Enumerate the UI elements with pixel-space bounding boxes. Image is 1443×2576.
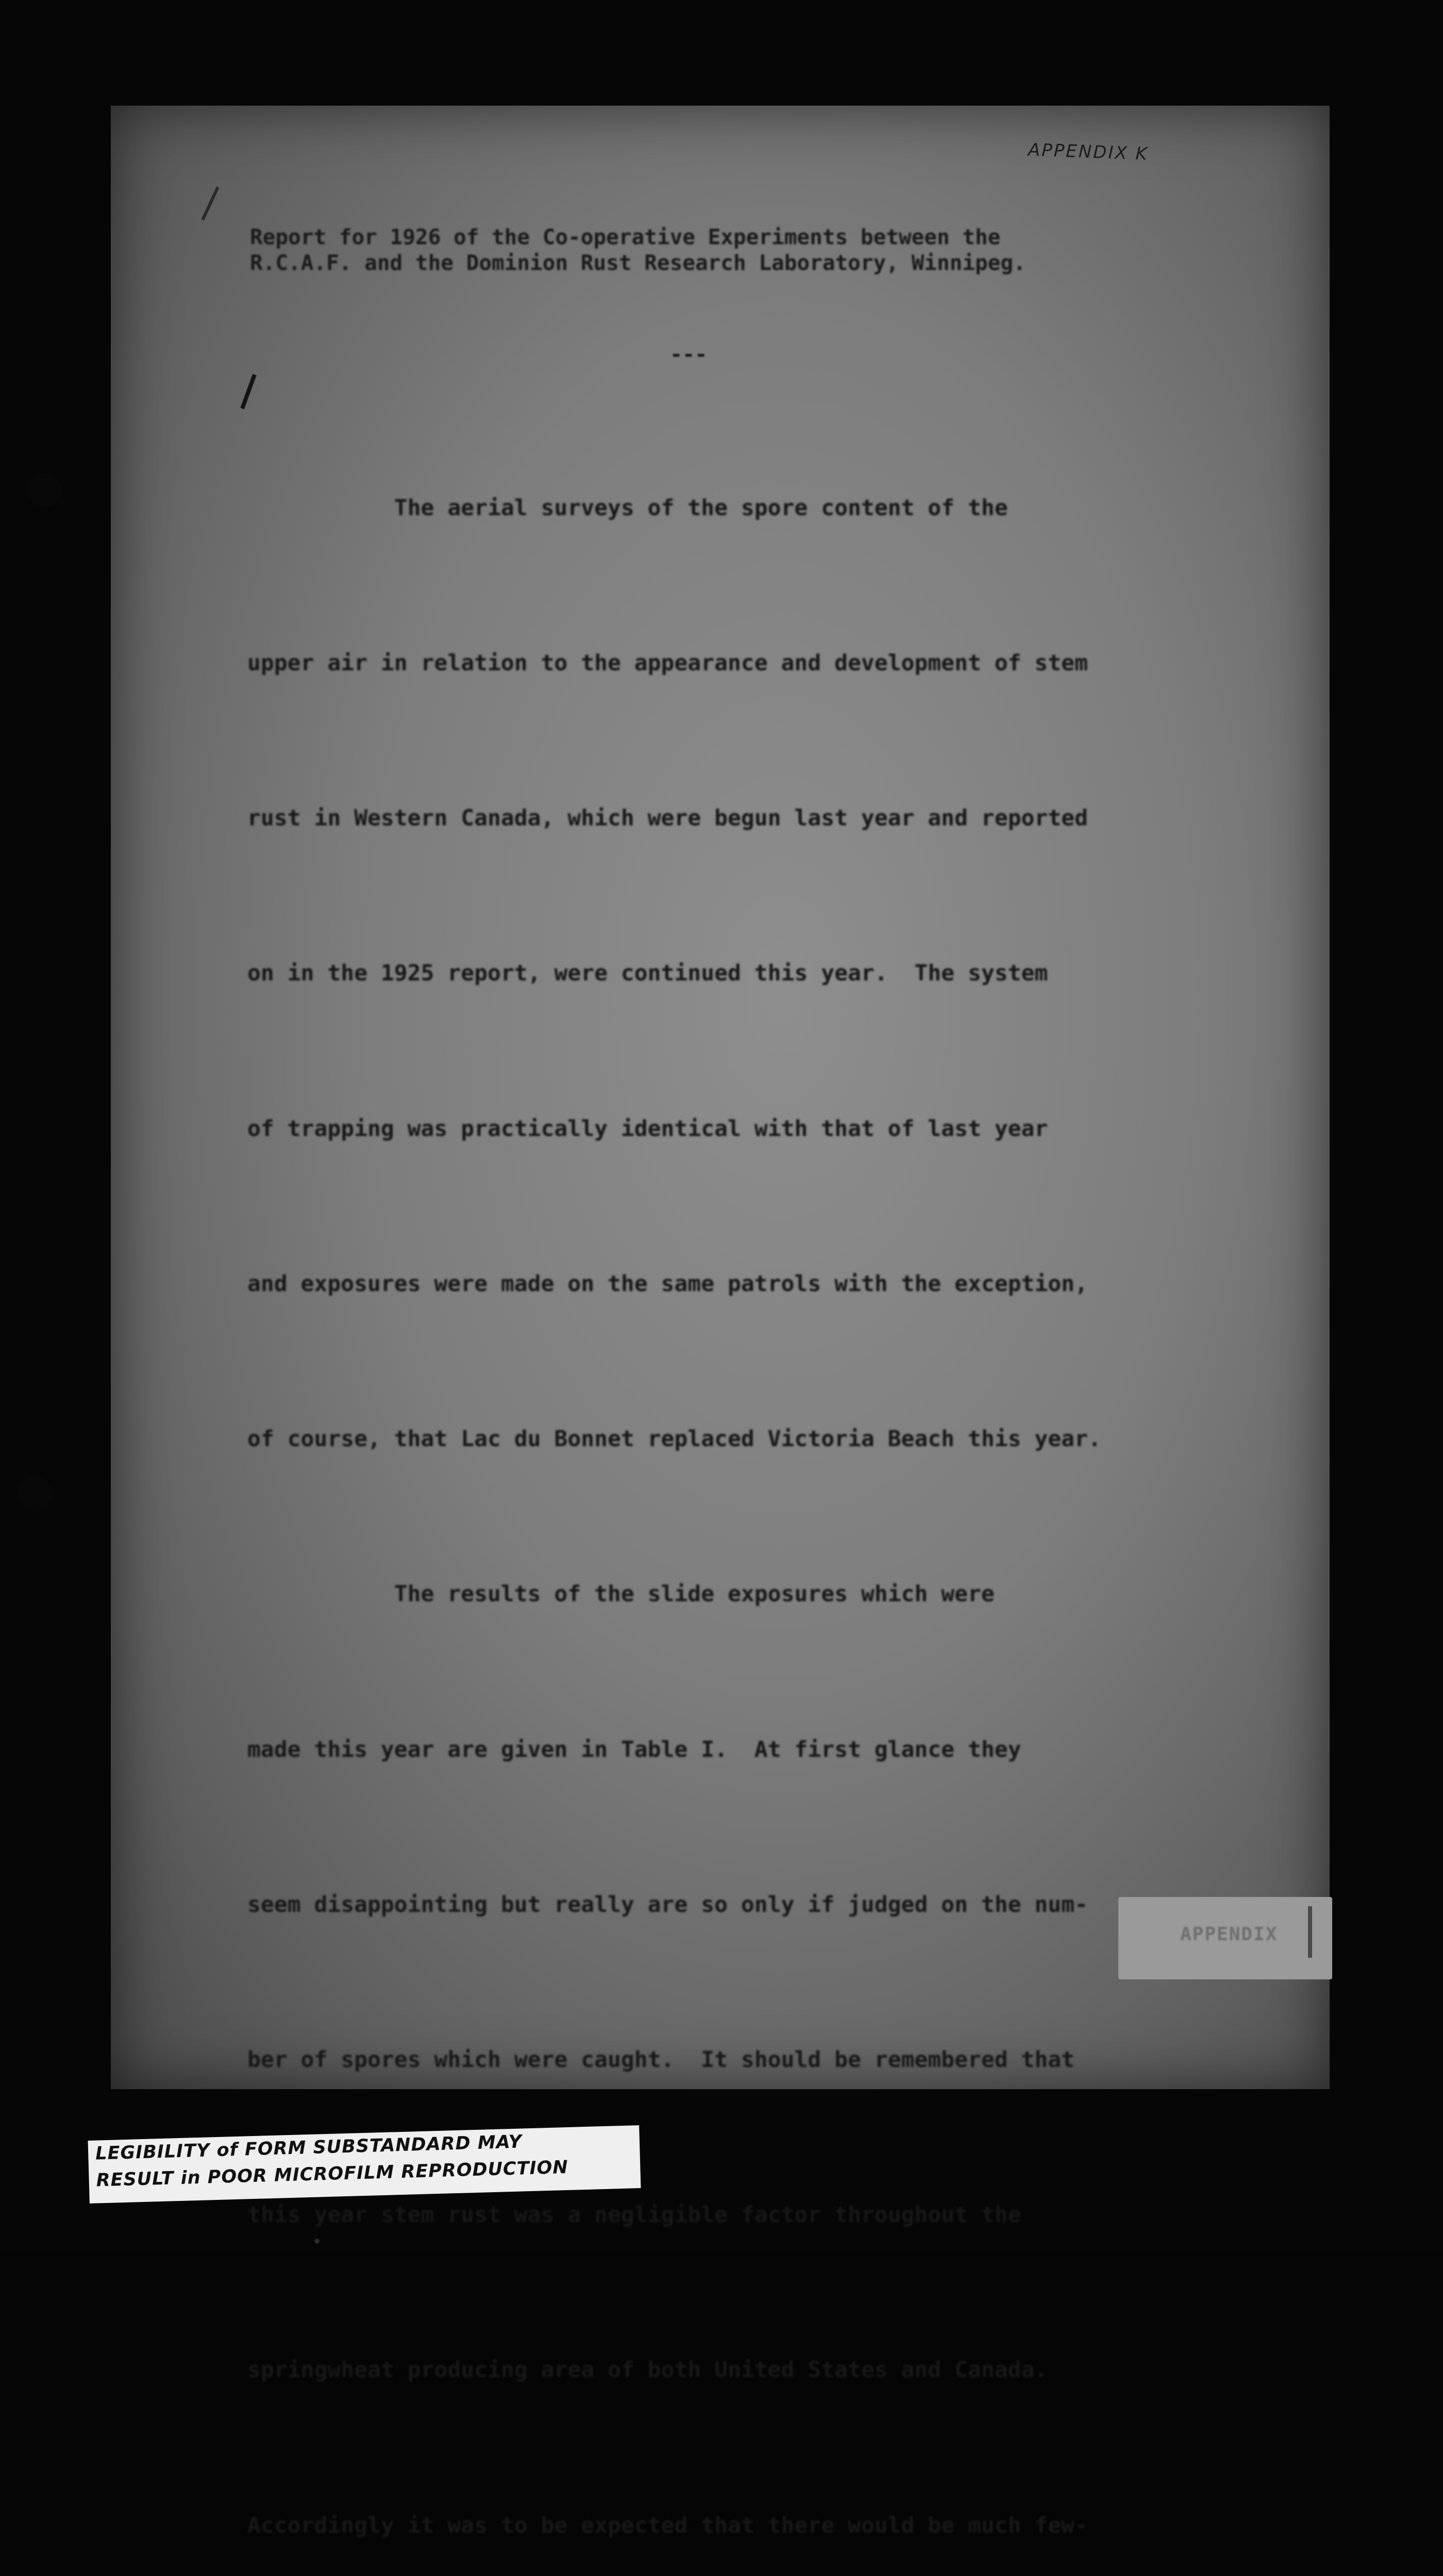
body-line: Accordingly it was to be expected that there would be much few-: [247, 2512, 1088, 2538]
body-line: The results of the slide exposures which were: [247, 1581, 995, 1607]
body-line: made this year are given in Table I. At first glance they: [247, 1736, 1021, 1762]
body-line: ber of spores which were caught. It should be remembered that: [247, 2047, 1075, 2073]
body-line: of course, that Lac du Bonnet replaced Victoria Beach this year.: [247, 1426, 1101, 1452]
title-line: R.C.A.F. and the Dominion Rust Research Laboratory, Winnipeg.: [250, 250, 1026, 275]
report-title: [250, 224, 1306, 276]
appendix-annotation: APPENDIX K: [1028, 139, 1149, 165]
pen-tick-mark: [201, 187, 219, 221]
body-line: this year stem rust was a negligible factor throughout the: [247, 2202, 1021, 2228]
stamp-label: APPENDIX: [1180, 1924, 1278, 1945]
body-line: rust in Western Canada, which were begun last year and reported: [247, 805, 1088, 832]
body-line: The aerial surveys of the spore content of the: [247, 495, 1008, 521]
title-line: Report for 1926 of the Co-operative Experiments between the: [250, 225, 1001, 249]
appendix-stamp: [1118, 1897, 1332, 1979]
binder-hole: [18, 1476, 52, 1510]
report-body: [247, 379, 1101, 2576]
legibility-line: RESULT in POOR MICROFILM REPRODUCTION: [96, 2157, 569, 2191]
legibility-line: LEGIBILITY of FORM SUBSTANDARD MAY: [95, 2131, 523, 2164]
title-separator: ---: [670, 343, 708, 366]
stamp-tab: [1308, 1906, 1312, 1958]
binder-hole: [27, 473, 61, 507]
body-line: springwheat producing area of both United States and Canada.: [247, 2357, 1048, 2383]
body-line: on in the 1925 report, were continued this year. The system: [247, 960, 1048, 987]
body-line: of trapping was practically identical with that of last year: [247, 1115, 1048, 1142]
body-line: seem disappointing but really are so only if judged on the num-: [247, 1891, 1088, 1918]
body-line: and exposures were made on the same patrols with the exception,: [247, 1270, 1088, 1297]
body-line: upper air in relation to the appearance and development of stem: [247, 650, 1088, 676]
film-speck: [314, 2239, 320, 2244]
